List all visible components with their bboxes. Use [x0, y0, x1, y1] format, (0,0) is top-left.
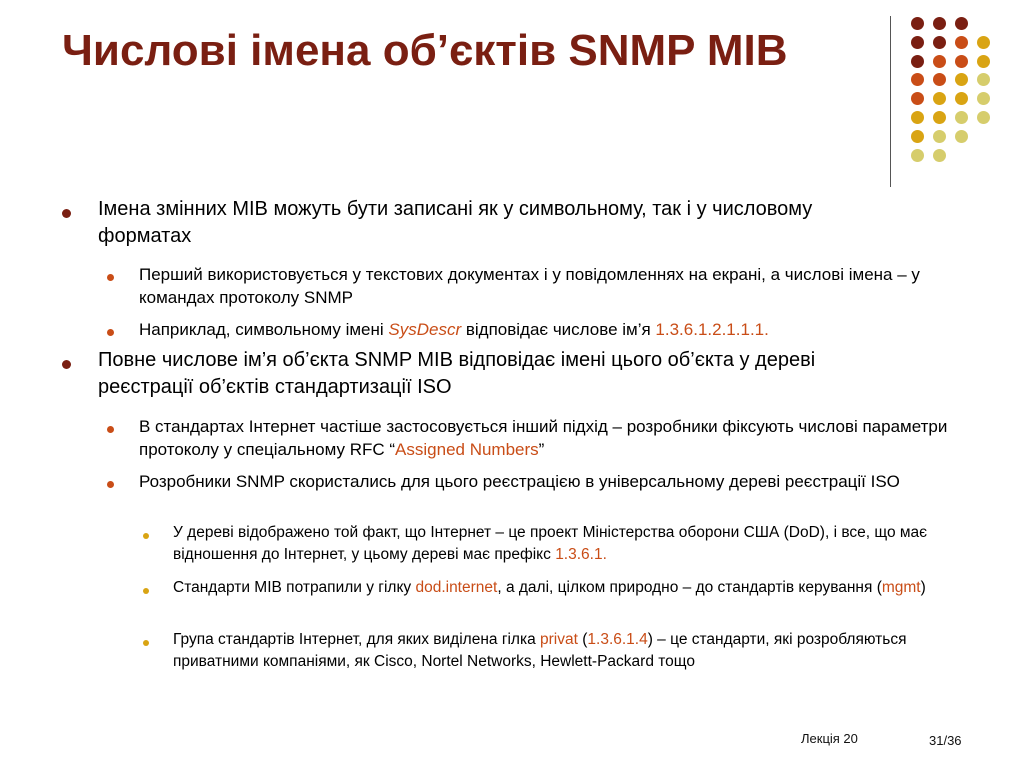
bullet-icon — [143, 588, 149, 594]
text-run: відповідає числове ім’я — [461, 320, 656, 339]
decor-dot — [911, 111, 924, 124]
decor-dot — [933, 149, 946, 162]
decor-dot — [911, 36, 924, 49]
decor-dot — [933, 36, 946, 49]
text-run: ( — [577, 631, 588, 648]
highlighted-text: 1.3.6.1.2.1.1.1. — [655, 320, 769, 339]
decor-dot — [933, 55, 946, 68]
text-run: Група стандартів Інтернет, для яких виділена гілка — [173, 631, 541, 648]
decor-dot — [933, 130, 946, 143]
bullet-text-level-3 — [173, 522, 973, 566]
decor-dot — [933, 17, 946, 30]
bullet-icon — [107, 426, 114, 433]
text-run: ” — [538, 440, 545, 459]
text-run: ) – це стандарти, які розробляються приватними компаніями, як Cisco, Nortel Networks, Hewlett-Packard тощо — [173, 631, 907, 670]
decor-dot — [977, 36, 990, 49]
highlighted-text: 1.3.6.1. — [555, 546, 607, 563]
bullet-text-level-2 — [139, 318, 979, 341]
bullet-text-level-1 — [98, 196, 878, 250]
decor-dot — [911, 149, 924, 162]
bullet-icon — [107, 481, 114, 488]
text-run: Повне числове ім’я об’єкта SNMP MIB відповідає імені цього об’єкта у дереві реєстрації об’єктів стандартизації ISO — [98, 349, 816, 398]
highlighted-text: mgmt — [881, 579, 921, 596]
decor-dot — [977, 55, 990, 68]
bullet-icon — [107, 274, 114, 281]
decor-dot — [933, 92, 946, 105]
text-run: У дереві відображено той факт, що Інтернет – це проект Міністерства оборони США (DoD), і все, що має відношення до Інтернет, у цьому дереві має префікс — [173, 524, 928, 563]
decor-dot — [955, 130, 968, 143]
decor-dot — [933, 73, 946, 86]
decor-dot — [911, 17, 924, 30]
decor-dot — [911, 92, 924, 105]
bullet-icon — [107, 329, 114, 336]
decor-dot — [977, 92, 990, 105]
highlighted-text: Assigned Numbers — [395, 440, 539, 459]
highlighted-text: privat — [540, 631, 578, 648]
footer-lecture-label: Лекція 20 — [801, 731, 858, 746]
highlighted-text: dod.internet — [415, 579, 498, 596]
decor-dot — [911, 73, 924, 86]
text-run: Імена змінних MIB можуть бути записані як у символьному, так і у числовому форматах — [98, 198, 813, 247]
decor-dot — [977, 111, 990, 124]
decor-dot — [955, 111, 968, 124]
decor-dot — [977, 73, 990, 86]
title-divider — [890, 16, 891, 187]
text-run: , а далі, цілком природно – до стандартів керування ( — [497, 579, 882, 596]
bullet-text-level-1 — [98, 347, 878, 401]
decor-dot — [911, 130, 924, 143]
text-run: ) — [920, 579, 926, 596]
decor-dot — [955, 92, 968, 105]
bullet-text-level-3 — [173, 629, 973, 673]
decor-dot — [955, 73, 968, 86]
text-run: В стандартах Інтернет частіше застосовується інший підхід – розробники фіксують числові параметри протоколу у спеціальному RFC “ — [139, 417, 948, 459]
text-run: Розробники SNMP скористались для цього реєстрацією в універсальному дереві реєстрації ISO — [139, 472, 900, 491]
highlighted-text: 1.3.6.1.4 — [587, 631, 648, 648]
bullet-icon — [143, 640, 149, 646]
bullet-text-level-2 — [139, 263, 979, 309]
bullet-icon — [62, 360, 71, 369]
bullet-icon — [62, 209, 71, 218]
decor-dot — [955, 36, 968, 49]
text-run: Стандарти MIB потрапили у гілку — [173, 579, 416, 596]
decor-dot — [911, 55, 924, 68]
bullet-text-level-3 — [173, 577, 973, 599]
slide-title: Числові імена об’єктів SNMP MIB — [62, 26, 788, 75]
bullet-icon — [143, 533, 149, 539]
decor-dot — [955, 55, 968, 68]
text-run: Перший використовується у текстових документах і у повідомленнях на екрані, а числові імена – у командах протоколу SNMP — [139, 265, 920, 307]
bullet-text-level-2 — [139, 470, 979, 493]
decor-dot — [933, 111, 946, 124]
bullet-text-level-2 — [139, 415, 979, 461]
highlighted-text: SysDescr — [388, 320, 462, 339]
decor-dot — [955, 17, 968, 30]
page-number: 31/36 — [929, 733, 962, 748]
text-run: Наприклад, символьному імені — [139, 320, 389, 339]
